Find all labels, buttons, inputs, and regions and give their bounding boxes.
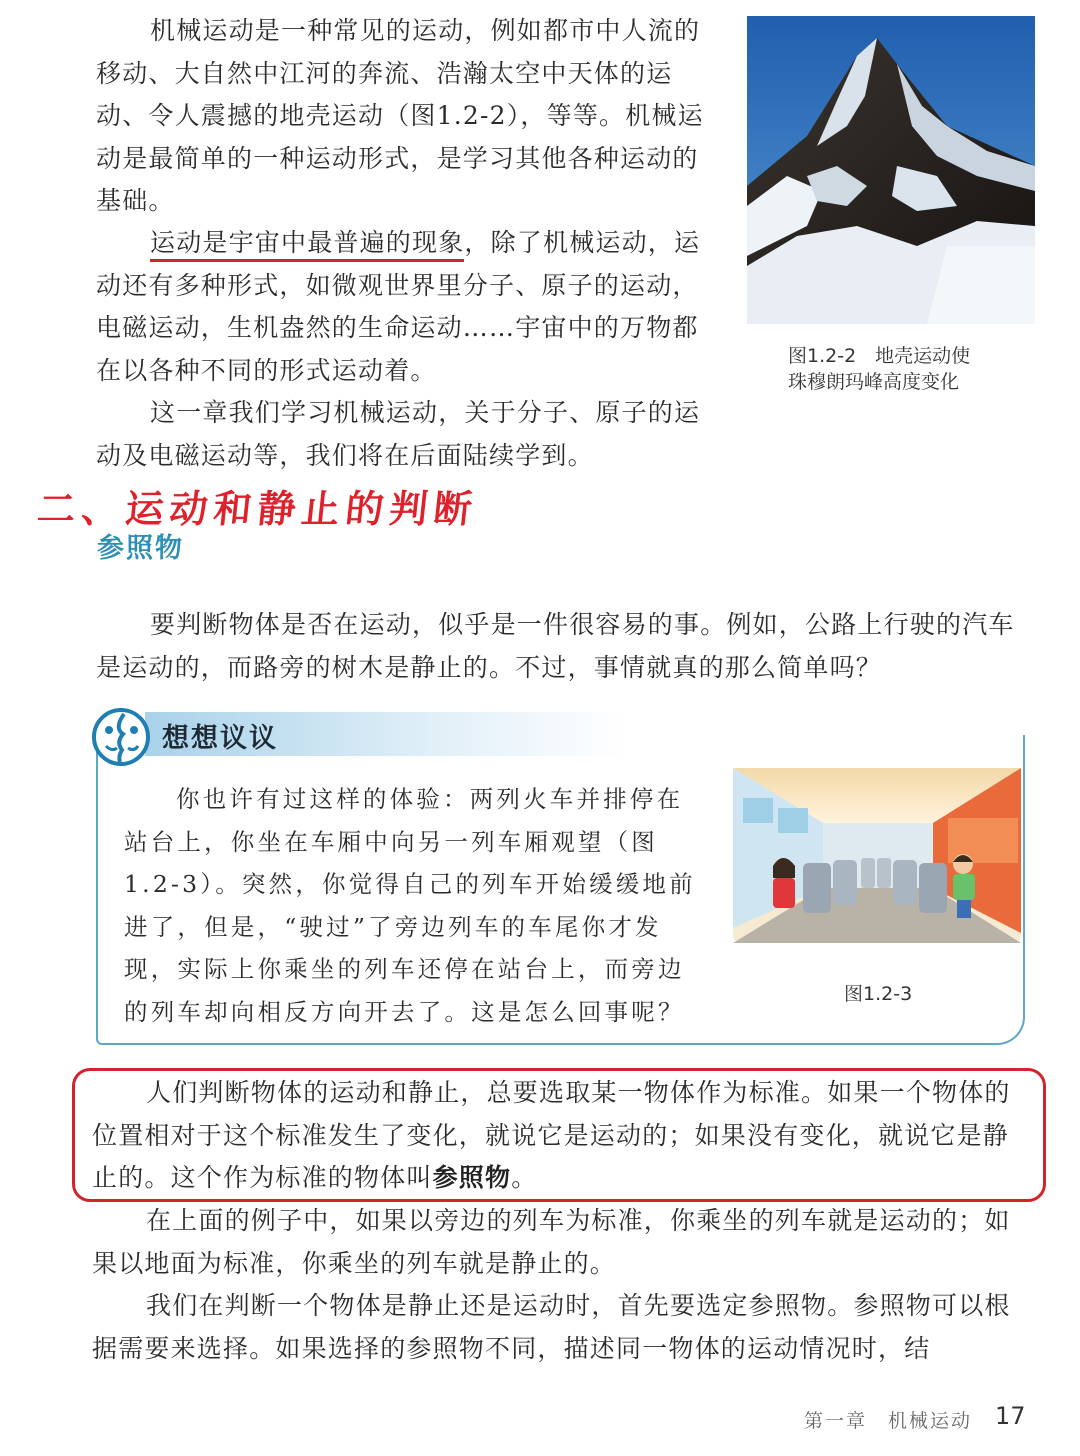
everest-photo bbox=[747, 16, 1035, 324]
handwritten-heading: 二、运动和静止的判断 bbox=[35, 487, 480, 531]
paragraph-chapter-intro: 这一章我们学习机械运动，关于分子、原子的运动及电磁运动等，我们将在后面陆续学到。 bbox=[96, 398, 701, 470]
key-term-reference-object: 参照物 bbox=[432, 1163, 512, 1192]
thinking-face-icon bbox=[90, 706, 152, 768]
train-carriage-illustration bbox=[733, 768, 1021, 943]
think-discuss-text: 你也许有过这样的体验：两列火车并排停在站台上，你坐在车厢中向另一列车厢观望（图1.2-3）。突然，你觉得自己的列车开始缓缓地前进了，但是，“驶过”了旁边列车的车尾你才发现，实际上你乘坐的列车还停在站台上，而旁边的列车却向相反方向开去了。这是怎么回事呢？ bbox=[124, 785, 696, 1026]
paragraph-judging-motion: 要判断物体是否在运动，似乎是一件很容易的事。例如，公路上行驶的汽车是运动的，而路旁的树木是静止的。不过，事情就真的那么简单吗？ bbox=[96, 610, 1015, 682]
paragraph-universal-motion: 运动是宇宙中最普遍的现象，除了机械运动，运动还有多种形式，如微观世界里分子、原子的运动，电磁运动，生机盎然的生命运动……宇宙中的万物都在以各种不同的形式运动着。 bbox=[96, 228, 701, 385]
chapter-footer: 第一章 机械运动 bbox=[804, 1410, 973, 1432]
paragraph-example-explanation: 在上面的例子中，如果以旁边的列车为标准，你乘坐的列车就是运动的；如果以地面为标准，你乘坐的列车就是静止的。 bbox=[92, 1206, 1011, 1278]
page-number: 17 bbox=[995, 1402, 1026, 1430]
paragraph-mechanical-motion: 机械运动是一种常见的运动，例如都市中人流的移动、大自然中江河的奔流、浩瀚太空中天体的运动、令人震撼的地壳运动（图1.2-2），等等。机械运动是最简单的一种运动形式，是学习其他各种运动的基础。 bbox=[96, 16, 704, 215]
think-discuss-title: 想想议议 bbox=[162, 723, 278, 754]
section-title: 参照物 bbox=[97, 533, 184, 564]
paragraph-choosing-reference: 我们在判断一个物体是静止还是运动时，首先要选定参照物。参照物可以根据需要来选择。如果选择的参照物不同，描述同一物体的运动情况时，结 bbox=[92, 1291, 1011, 1363]
paragraph-reference-definition: 人们判断物体的运动和静止，总要选取某一物体作为标准。如果一个物体的位置相对于这个标准发生了变化，就说它是运动的；如果没有变化，就说它是静止的。这个作为标准的物体叫参照物。 bbox=[92, 1078, 1011, 1192]
figure-caption-1-2-3: 图1.2-3 bbox=[844, 983, 913, 1005]
figure-caption-1-2-2: 图1.2-2 地壳运动使 珠穆朗玛峰高度变化 bbox=[788, 345, 971, 393]
underlined-key-sentence: 运动是宇宙中最普遍的现象 bbox=[150, 228, 464, 262]
